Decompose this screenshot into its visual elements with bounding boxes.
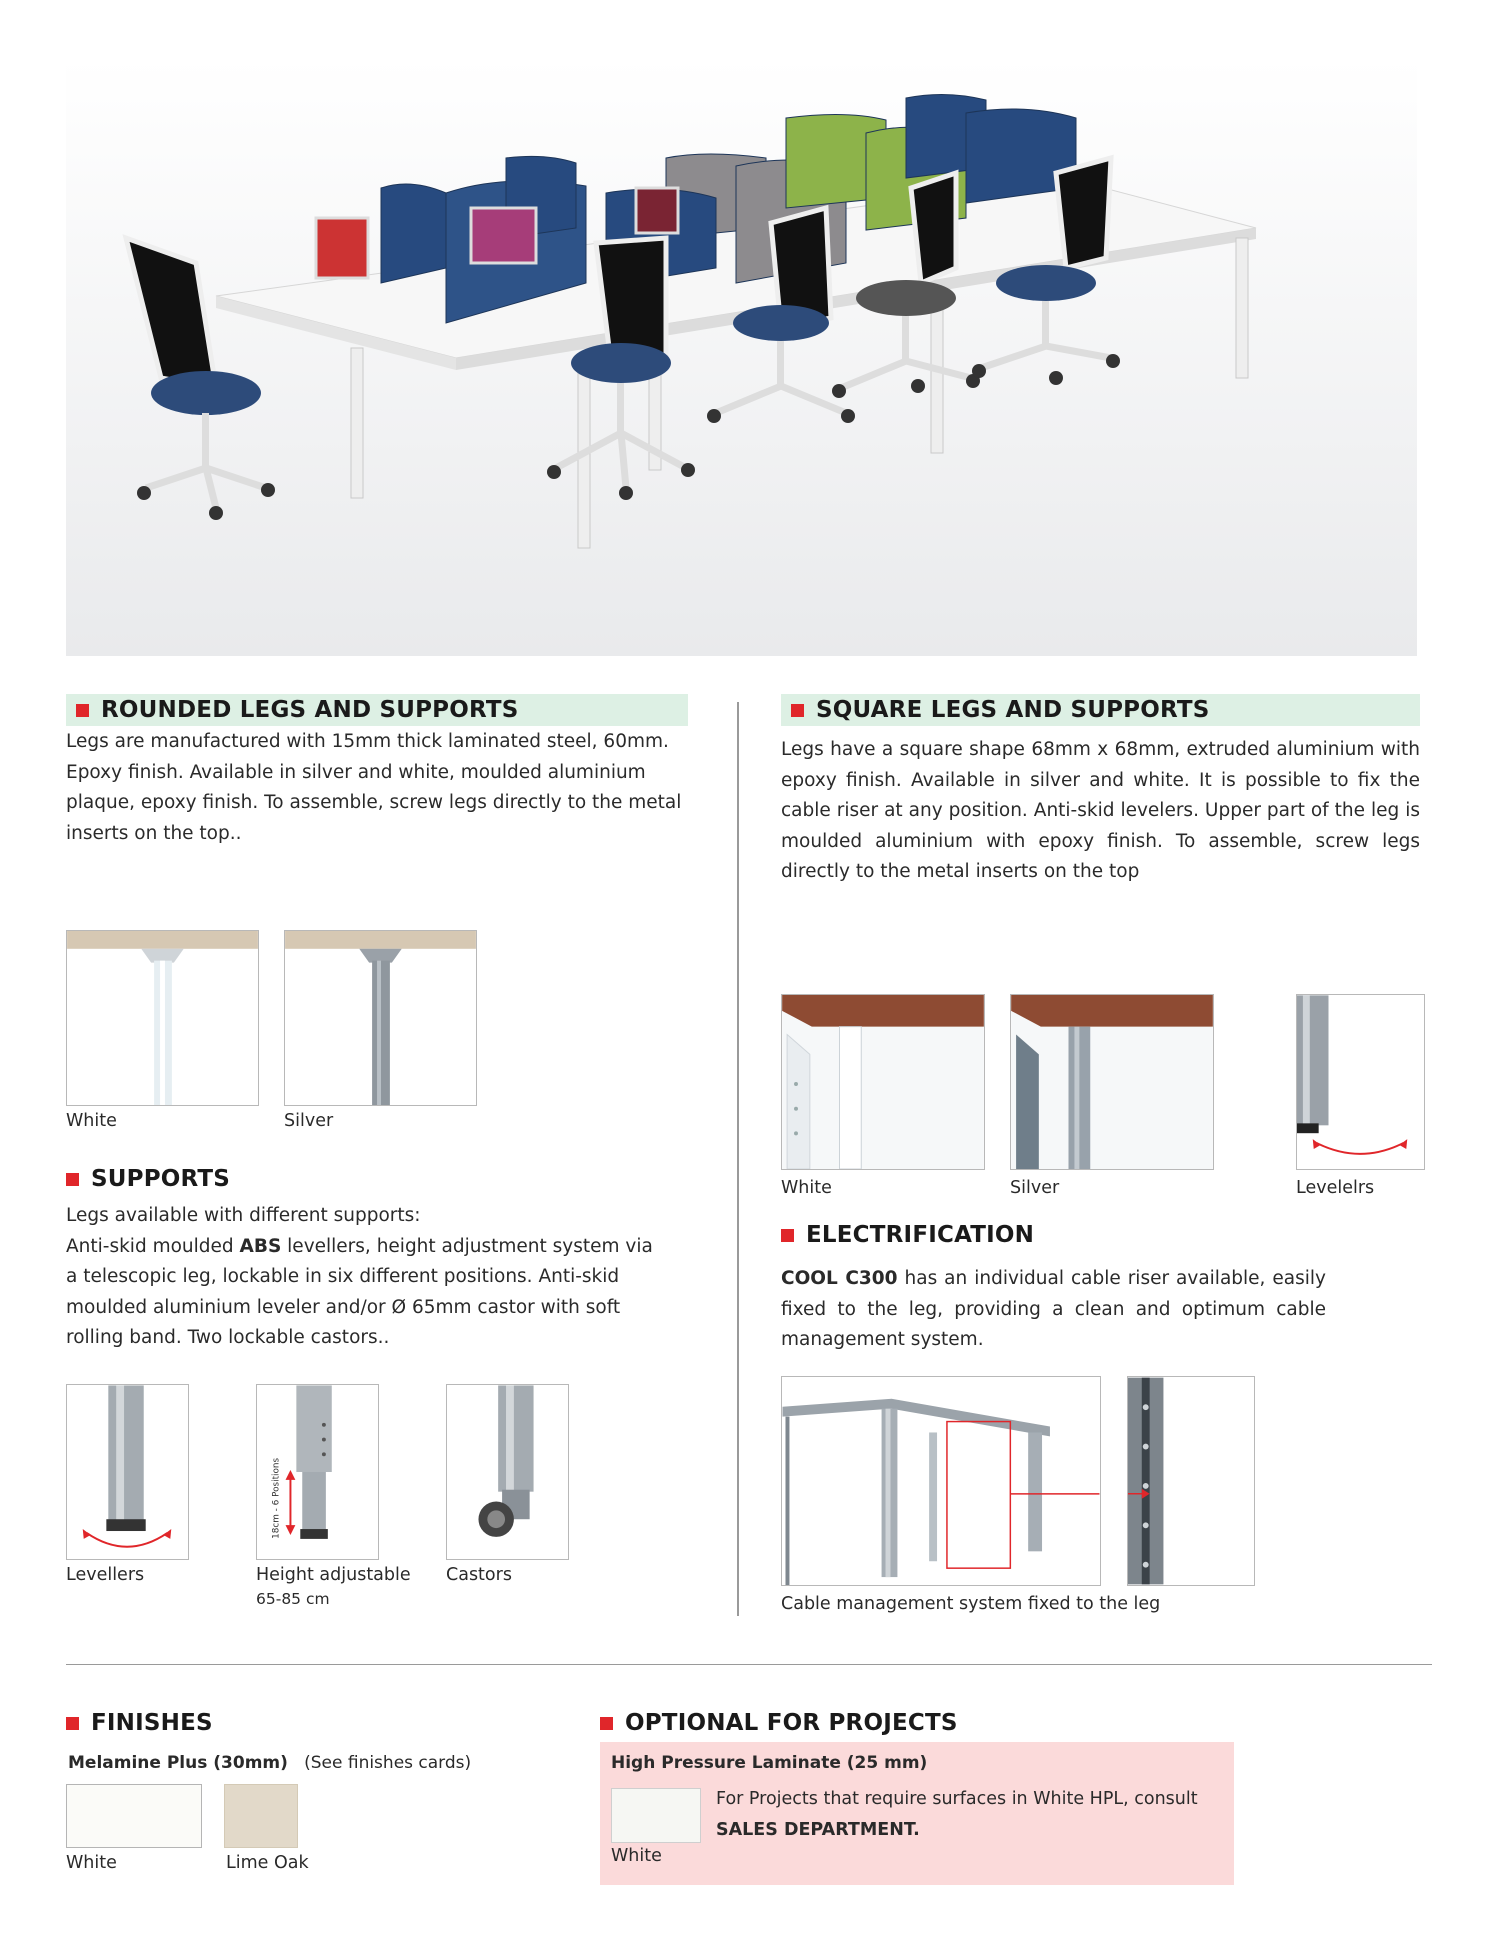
- electrification-title: ELECTRIFICATION: [781, 1222, 1034, 1248]
- hpl-description: For Projects that require surfaces in White HPL, consult SALES DEPARTMENT.: [716, 1789, 1198, 1840]
- cable-management-desk-photo: [781, 1376, 1101, 1586]
- castors-photo: [446, 1384, 569, 1560]
- rounded-silver-caption: Silver: [284, 1111, 334, 1131]
- lime-oak-finish-label: Lime Oak: [226, 1853, 309, 1873]
- white-hpl-swatch: [611, 1788, 701, 1843]
- red-square-bullet: [600, 1717, 613, 1730]
- levellers-caption: Levellers: [66, 1565, 145, 1585]
- red-square-bullet: [66, 1173, 79, 1186]
- red-square-bullet: [791, 704, 804, 717]
- finishes-title: FINISHES: [66, 1710, 213, 1736]
- lime-oak-finish-swatch: [224, 1784, 298, 1848]
- column-divider: [737, 702, 739, 1616]
- levellers-photo: [66, 1384, 189, 1560]
- square-levelers-caption: Levelelrs: [1296, 1178, 1375, 1198]
- height-adjustable-photo: [256, 1384, 379, 1560]
- white-finish-swatch: [66, 1784, 202, 1848]
- hpl-subtitle: High Pressure Laminate (25 mm): [611, 1753, 928, 1773]
- electrification-description: COOL C300 has an individual cable riser available, easily fixed to the leg, providing a clean and optimum cable management system.: [781, 1268, 1326, 1350]
- square-silver-caption: Silver: [1010, 1178, 1060, 1198]
- silver-square-leg-photo: [1010, 994, 1214, 1170]
- white-hpl-label: White: [611, 1846, 662, 1866]
- height-range-vertical-label: 18cm - 6 Positions: [271, 1457, 282, 1539]
- height-adjustable-caption: Height adjustable: [256, 1565, 411, 1585]
- supports-title: SUPPORTS: [66, 1166, 230, 1192]
- section-divider: [66, 1664, 1432, 1665]
- supports-description: Legs available with different supports: Anti-skid moulded ABS levellers, height adjustment system via a telescopic leg, lockable in six different positions. Anti-skid moulded aluminium leveler and/or Ø 65mm castor with soft rolling band. Two lockable castors..: [66, 1205, 653, 1348]
- levelers-square-photo: [1296, 994, 1425, 1170]
- hero-product-image: [66, 58, 1417, 656]
- castors-caption: Castors: [446, 1565, 512, 1585]
- square-white-caption: White: [781, 1178, 832, 1198]
- red-square-bullet: [781, 1229, 794, 1242]
- rounded-white-caption: White: [66, 1111, 117, 1131]
- white-finish-label: White: [66, 1853, 117, 1873]
- optional-projects-title: OPTIONAL FOR PROJECTS: [600, 1710, 958, 1736]
- red-square-bullet: [76, 704, 89, 717]
- white-rounded-leg-photo: [66, 930, 259, 1106]
- rounded-legs-title: ROUNDED LEGS AND SUPPORTS: [66, 694, 688, 726]
- red-square-bullet: [66, 1717, 79, 1730]
- square-legs-title: SQUARE LEGS AND SUPPORTS: [781, 694, 1420, 726]
- finishes-subtitle: Melamine Plus (30mm) (See finishes cards): [68, 1753, 472, 1773]
- cable-management-caption: Cable management system fixed to the leg: [781, 1594, 1161, 1614]
- rounded-legs-description: Legs are manufactured with 15mm thick laminated steel, 60mm. Epoxy finish. Available in silver and white, moulded aluminium plaque, epoxy finish. To assemble, screw legs directly to the metal inserts on the top..: [66, 731, 682, 844]
- white-square-leg-photo: [781, 994, 985, 1170]
- height-range-caption: 65-85 cm: [256, 1590, 330, 1608]
- square-legs-description: Legs have a square shape 68mm x 68mm, extruded aluminium with epoxy finish. Available in silver and white. It is possible to fix the cable riser at any position. Anti-skid levelers. Upper part of the leg is moulded aluminium with epoxy finish. To assemble, screw legs directly to the metal inserts on the top: [781, 739, 1420, 882]
- silver-rounded-leg-photo: [284, 930, 477, 1106]
- cable-riser-detail-photo: [1127, 1376, 1255, 1586]
